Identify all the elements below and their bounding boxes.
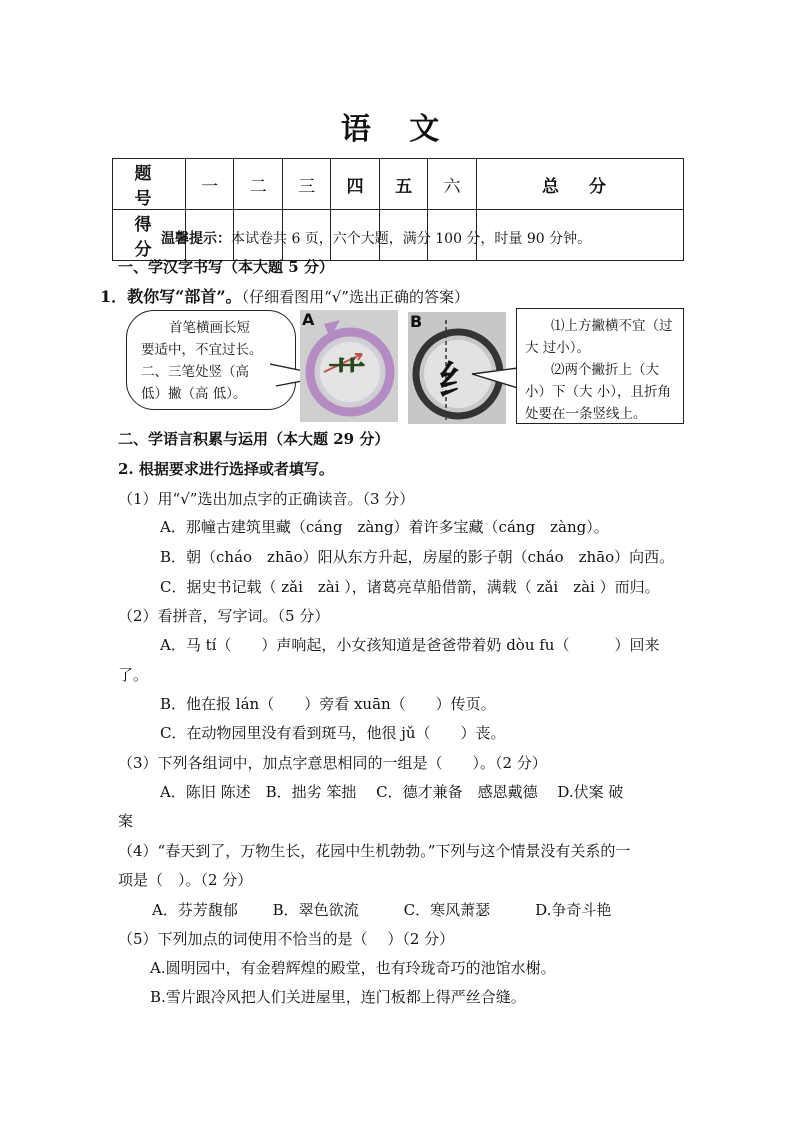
q2-part3-options-cont: 案 [118, 812, 134, 830]
q2-part1-option-b: B．朝（cháo zhāo）阳从东方升起，房屋的影子朝（cháo zhāo）向西。 [160, 548, 675, 566]
q1-title: 教你写“部首”。 [127, 287, 242, 306]
q2-title: 2. 根据要求进行选择或者填写。 [118, 460, 334, 478]
picture-a-drawing [300, 310, 398, 422]
score-header-cell: 五 [379, 159, 427, 210]
q1-number: 1． [100, 287, 128, 306]
q2-part4-options: A．芬芳馥郁 B．翠色欲流 C．寒风萧瑟 D.争奇斗艳 [152, 901, 612, 919]
exam-tip [161, 228, 591, 248]
picture-a-label: A [302, 310, 315, 329]
q2-part1-option-a: A．那幢古建筑里藏（cáng zàng）着许多宝藏（cáng zàng）。 [160, 518, 609, 536]
bubble-right-line: 小）下（大 小），且折角 [525, 384, 672, 400]
score-row-label: 得 分 [113, 210, 186, 261]
bubble-left-line: 要适中，不宜过长。 [141, 342, 263, 358]
question-1 [100, 284, 469, 307]
page-title: 语 文 [340, 112, 454, 147]
q2-part2-option-a: A．马 tí（ ）声响起，小女孩知道是爸爸带着奶 dòu fu（ ）回来 [160, 636, 660, 654]
tip-label: 温馨提示： [161, 231, 231, 247]
q2-part2-option-c: C．在动物园里没有看到斑马，他很 jǔ（ ）丧。 [160, 724, 506, 742]
bubble-right-line: 处要在一条竖线上。 [525, 406, 647, 422]
score-header-total: 总 分 [476, 159, 683, 210]
right-speech-bubble [516, 308, 684, 424]
score-header-cell: 二 [234, 159, 282, 210]
q1-hint: （仔细看图用“√”选出正确的答案） [241, 288, 469, 306]
section-2-heading: 二、学语言积累与运用（本大题 29 分） [118, 430, 390, 448]
right-bubble-tail [470, 366, 520, 396]
q2-part4-stem-cont: 项是（ ）。（2 分） [118, 871, 253, 889]
score-header-label: 题 号 [113, 159, 186, 210]
section-1-heading: 一、学汉字书写（本大题 5 分） [118, 258, 334, 276]
q2-part2-option-a-cont: 了。 [118, 666, 149, 684]
q2-part2-option-b: B．他在报 lán（ ）旁看 xuān（ ）传页。 [160, 695, 496, 713]
score-header-cell: 六 [428, 159, 476, 210]
q2-part1-option-c: C．据史书记载（ zǎi zài ），诸葛亮草船借箭，满载（ zǎi zài ）而归。 [160, 578, 660, 596]
tip-text: 本试卷共 6 页，六个大题，满分 100 分，时量 90 分钟。 [231, 231, 592, 247]
bubble-right-line: ⑵两个撇折上（大 [551, 362, 659, 378]
q2-part3-stem: （3）下列各组词中，加点字意思相同的一组是（ ）。（2 分） [118, 754, 547, 772]
picture-a[interactable] [300, 310, 398, 422]
bubble-left-line: 二、三笔处竖（高 [141, 364, 249, 380]
q2-part1-stem: （1）用“√”选出加点字的正确读音。（3 分） [118, 490, 415, 508]
score-header-cell: 四 [331, 159, 379, 210]
picture-b-label: B [410, 312, 423, 331]
q2-part5-option-a: A.圆明园中，有金碧辉煌的殿堂，也有玲珑奇巧的池馆水榭。 [150, 959, 556, 977]
q2-part2-stem: （2）看拼音，写字词。（5 分） [118, 607, 330, 625]
score-header-cell: 一 [186, 159, 234, 210]
q2-part5-stem: （5）下列加点的词使用不恰当的是（ ）（2 分） [118, 930, 455, 948]
bubble-left-line: 低）撇（高 低）。 [141, 386, 247, 402]
picture-a-glyph: 艹 [328, 355, 367, 399]
q2-part4-stem: （4）“春天到了，万物生长，花园中生机勃勃。”下列与这个情景没有关系的一 [118, 842, 631, 860]
score-header-cell: 三 [282, 159, 330, 210]
bubble-right-line: ⑴上方撇横不宜（过 [551, 318, 673, 334]
score-table-header-row [113, 159, 684, 210]
bubble-right-line: 大 过小）。 [525, 340, 591, 356]
q2-part5-option-b: B.雪片跟冷风把人们关进屋里，连门板都上得严丝合缝。 [150, 988, 526, 1006]
q2-part3-options: A．陈旧 陈述 B．拙劣 笨拙 C．德才兼备 感恩戴德 D.伏案 破 [160, 783, 624, 801]
picture-b-glyph: 纟 [438, 358, 478, 404]
bubble-left-line: 首笔横画长短 [169, 320, 250, 336]
